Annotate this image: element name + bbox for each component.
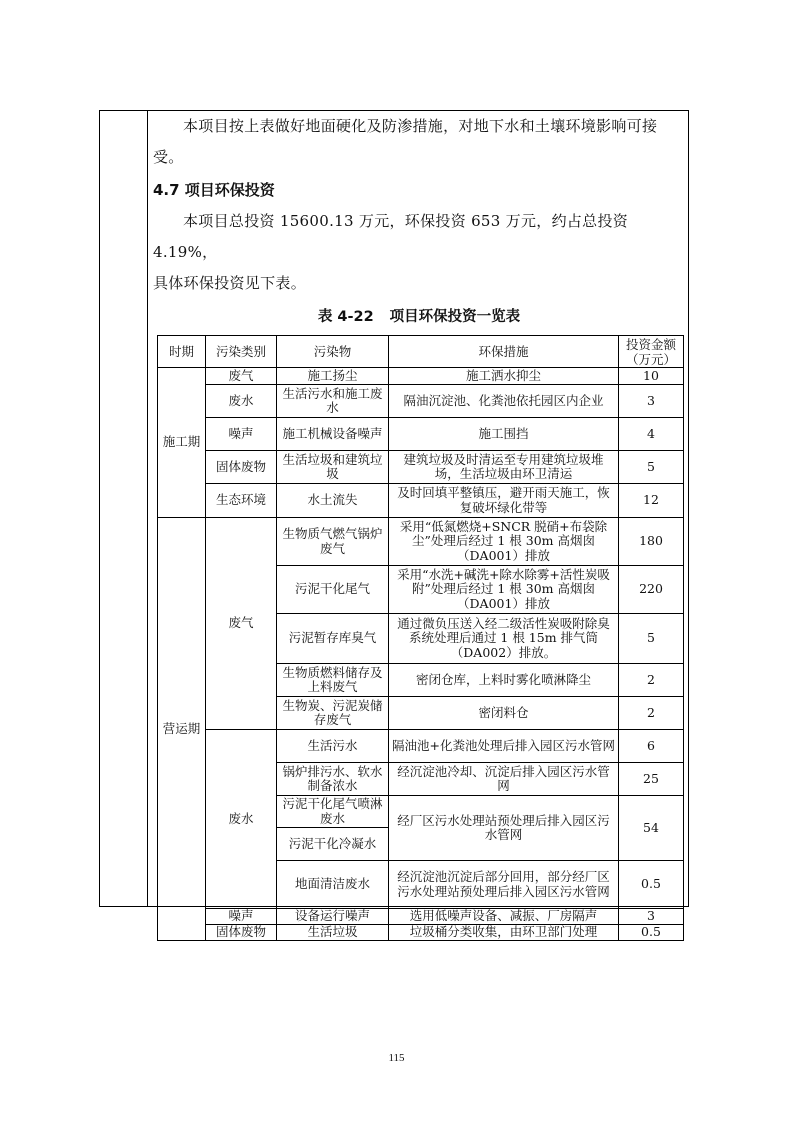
pollutant-cell: 生物质燃料储存及上料废气 — [277, 664, 389, 697]
pollutant-cell: 设备运行噪声 — [277, 909, 389, 925]
amount-cell: 12 — [619, 484, 684, 518]
section-heading: 4.7 项目环保投资 — [153, 181, 275, 199]
frame-column-divider — [147, 110, 148, 907]
paragraph-1-line-2: 受。 — [153, 148, 184, 166]
table-row — [158, 909, 684, 925]
table-row — [158, 385, 684, 418]
measure-cell: 隔油池+化粪池处理后排入园区污水管网 — [389, 730, 619, 763]
header-measure: 环保措施 — [389, 336, 619, 368]
table-row — [158, 484, 684, 518]
period-cell-construction: 施工期 — [158, 368, 206, 518]
investment-table — [157, 335, 684, 941]
category-cell: 生态环境 — [206, 484, 277, 518]
amount-cell: 3 — [619, 909, 684, 925]
measure-cell: 经沉淀池冷却、沉淀后排入园区污水管网 — [389, 763, 619, 796]
pollutant-cell: 生物炭、污泥炭储存废气 — [277, 697, 389, 730]
period-cell-operation: 营运期 — [158, 518, 206, 941]
measure-cell: 施工洒水抑尘 — [389, 368, 619, 385]
pollutant-cell: 污泥暂存库臭气 — [277, 614, 389, 664]
pollutant-cell: 生活垃圾和建筑垃圾 — [277, 451, 389, 484]
pollutant-cell: 污泥干化尾气喷淋废水 — [277, 796, 389, 828]
measure-cell: 施工围挡 — [389, 418, 619, 451]
category-cell: 固体废物 — [206, 925, 277, 941]
table-row — [158, 925, 684, 941]
pollutant-cell: 生物质气燃气锅炉废气 — [277, 518, 389, 566]
table-row — [158, 368, 684, 385]
measure-cell: 垃圾桶分类收集，由环卫部门处理 — [389, 925, 619, 941]
category-cell: 噪声 — [206, 909, 277, 925]
amount-cell: 10 — [619, 368, 684, 385]
amount-cell: 220 — [619, 566, 684, 614]
amount-cell: 6 — [619, 730, 684, 763]
pollutant-cell: 锅炉排污水、软水制备浓水 — [277, 763, 389, 796]
measure-cell: 密闭仓库，上料时雾化喷淋降尘 — [389, 664, 619, 697]
paragraph-1-line-1: 本项目按上表做好地面硬化及防渗措施，对地下水和土壤环境影响可接 — [183, 117, 658, 135]
amount-cell: 3 — [619, 385, 684, 418]
measure-cell: 建筑垃圾及时清运至专用建筑垃圾堆场，生活垃圾由环卫清运 — [389, 451, 619, 484]
pollutant-cell: 生活污水 — [277, 730, 389, 763]
paragraph-2-line-2: 具体环保投资见下表。 — [153, 274, 307, 292]
amount-cell: 25 — [619, 763, 684, 796]
pollutant-cell: 水土流失 — [277, 484, 389, 518]
measure-cell: 选用低噪声设备、减振、厂房隔声 — [389, 909, 619, 925]
category-cell: 废水 — [206, 730, 277, 909]
page-number: 115 — [388, 1052, 405, 1064]
header-pollutant: 污染物 — [277, 336, 389, 368]
pollutant-cell: 施工扬尘 — [277, 368, 389, 385]
measure-cell: 密闭料仓 — [389, 697, 619, 730]
category-cell: 固体废物 — [206, 451, 277, 484]
header-amount: 投资金额（万元） — [619, 336, 684, 368]
table-title: 项目环保投资一览表 — [389, 309, 521, 325]
amount-cell: 5 — [619, 451, 684, 484]
table-row — [158, 730, 684, 763]
table-caption — [153, 307, 685, 327]
table-row — [158, 451, 684, 484]
category-cell: 噪声 — [206, 418, 277, 451]
category-cell: 废气 — [206, 518, 277, 730]
measure-cell: 采用“水洗+碱洗+除水除雾+活性炭吸附”处理后经过 1 根 30m 高烟囱（DA001）排放 — [389, 566, 619, 614]
paragraph-2-line-1: 本项目总投资 15600.13 万元，环保投资 653 万元，约占总投资 4.19%， — [153, 212, 629, 261]
pollutant-cell: 地面清洁废水 — [277, 861, 389, 909]
measure-cell: 隔油沉淀池、化粪池依托园区内企业 — [389, 385, 619, 418]
table-row — [158, 418, 684, 451]
amount-cell: 2 — [619, 697, 684, 730]
amount-cell: 2 — [619, 664, 684, 697]
amount-cell: 5 — [619, 614, 684, 664]
pollutant-cell: 污泥干化尾气 — [277, 566, 389, 614]
pollutant-cell: 污泥干化冷凝水 — [277, 828, 389, 861]
measure-cell: 及时回填平整镇压，避开雨天施工，恢复破坏绿化带等 — [389, 484, 619, 518]
amount-cell: 180 — [619, 518, 684, 566]
table-header-row — [158, 336, 684, 368]
measure-cell: 采用“低氮燃烧+SNCR 脱硝+布袋除尘”处理后经过 1 根 30m 高烟囱（DA001）排放 — [389, 518, 619, 566]
amount-cell: 0.5 — [619, 925, 684, 941]
pollutant-cell: 施工机械设备噪声 — [277, 418, 389, 451]
amount-cell: 54 — [619, 796, 684, 861]
amount-cell: 4 — [619, 418, 684, 451]
table-row — [158, 518, 684, 566]
header-category: 污染类别 — [206, 336, 277, 368]
pollutant-cell: 生活垃圾 — [277, 925, 389, 941]
table-number: 表 4-22 — [317, 309, 374, 325]
content-area — [153, 110, 685, 941]
category-cell: 废气 — [206, 368, 277, 385]
measure-cell: 经厂区污水处理站预处理后排入园区污水管网 — [389, 796, 619, 861]
measure-cell: 经沉淀池沉淀后部分回用，部分经厂区污水处理站预处理后排入园区污水管网 — [389, 861, 619, 909]
header-period: 时期 — [158, 336, 206, 368]
amount-cell: 0.5 — [619, 861, 684, 909]
measure-cell: 通过微负压送入经二级活性炭吸附除臭系统处理后通过 1 根 15m 排气筒（DA002）排放。 — [389, 614, 619, 664]
pollutant-cell: 生活污水和施工废水 — [277, 385, 389, 418]
category-cell: 废水 — [206, 385, 277, 418]
